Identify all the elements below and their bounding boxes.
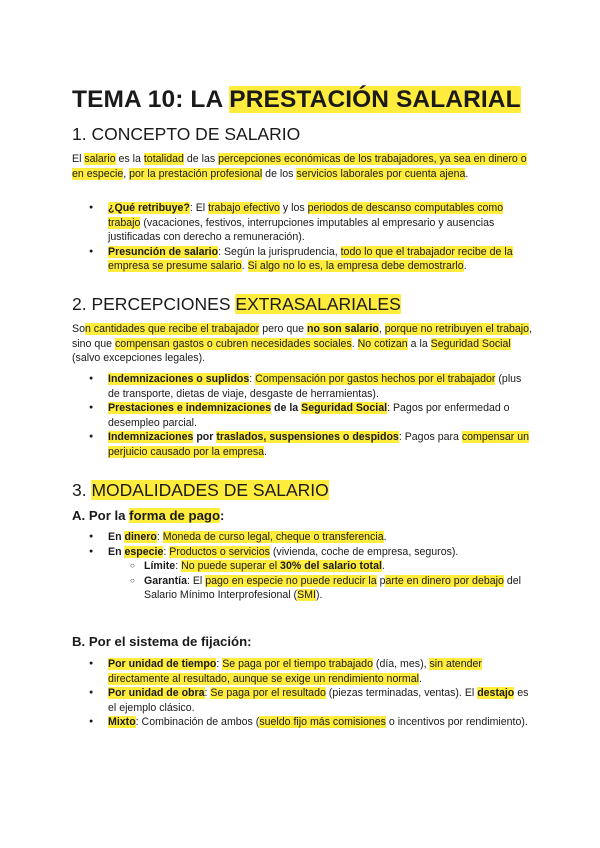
text: 2. PERCEPCIONES [72,294,236,314]
list-item [72,245,532,274]
text: So [72,323,85,335]
item-label: dinero [124,531,157,543]
text: : [204,687,211,700]
highlight: EXTRASALARIALES [235,294,401,314]
item-label: Límite [144,560,176,573]
section-1-heading: 1. CONCEPTO DE SALARIO [72,124,301,144]
text: (salvo excepciones legales). [72,352,206,365]
page-title [72,86,521,114]
text: : [175,560,182,573]
text: (día, mes), [372,658,430,670]
highlight: Seguridad Social [430,337,511,350]
highlight: sueldo fijo más comisiones [259,716,386,729]
list-item [72,530,532,545]
highlight: 30% del salario total [280,560,382,573]
item-label: Indemnizaciones [108,431,194,444]
highlight: forma de pago [129,508,221,523]
text: de las [183,153,219,165]
list-item [72,372,532,401]
subsection-a-list [72,530,532,603]
highlight: Se paga por el tiempo trabajado [222,658,373,670]
section-2-list [72,372,532,460]
text: . [418,672,422,685]
text: (plus de transporte, dietas de viaje, desgaste de herramientas). [108,373,522,400]
highlight: arte en dinero por debajo [385,574,504,587]
item-label: Por unidad de tiempo [108,658,217,670]
item-label: En [108,545,125,558]
highlight: pago en especie no puede reducir la [205,574,377,587]
item-label: En [108,531,125,543]
item-label: de la [271,402,302,415]
highlight: n cantidades que recibe el trabajador [84,323,260,335]
text: . [264,445,268,458]
highlight: Si algo no lo es, la empresa debe demostrarlo [247,260,464,273]
text: : [156,531,163,543]
highlight: percepciones económicas de los trabajadores, ya sea en dinero o en especie [72,153,527,180]
highlight: por la prestación profesional [129,167,263,180]
text: a la [407,337,431,350]
text: , sino que [72,323,532,350]
highlight: trabajo efectivo [208,202,280,214]
highlight: periodos de descanso computables como trabajo [108,202,504,229]
list-item [72,401,532,430]
text: pero que [259,323,308,335]
sub-list [108,559,532,603]
highlight: servicios laborales por cuenta ajena [296,167,466,180]
list-item [72,657,532,686]
item-label: Mixto [108,716,136,729]
text: , [123,167,130,180]
sub-list-item [108,559,532,574]
text: es la [115,153,144,165]
list-item [72,715,532,730]
item-label: Garantía [144,574,187,587]
section-3-heading [72,480,329,501]
text: : Pagos por enfermedad o desempleo parcial. [108,402,510,429]
highlight: MODALIDADES DE SALARIO [91,480,329,500]
item-label: traslados, suspensiones o despidos [216,431,399,444]
text: y los [279,202,308,214]
text: A. Por la [72,508,130,523]
text: . [465,167,469,180]
sub-list-item [108,574,532,603]
highlight: destajo [477,687,515,700]
highlight: No puede superar el [181,560,281,573]
title-prefix: TEMA 10: LA [72,86,230,113]
text: : Pagos para [398,431,462,444]
text: . [463,260,467,273]
highlight: totalidad [143,153,184,165]
text: : [249,373,256,385]
highlight: No cotizan [357,337,408,350]
item-label: ¿Qué retribuye? [108,202,190,214]
highlight: SMI [297,589,316,602]
subsection-b-list [72,657,532,730]
section-2-intro [72,322,534,366]
highlight: todo lo que el trabajador recibe de la empresa se presume salario [108,245,513,273]
section-1-intro [72,152,534,181]
text: o incentivos por rendimiento). [385,716,528,729]
text: del Salario Mínimo Interprofesional ( [144,574,521,602]
title-highlight: PRESTACIÓN SALARIAL [229,86,521,113]
text: . [241,260,248,273]
highlight: salario [84,153,116,165]
text: ). [315,589,323,602]
text: El [72,153,85,165]
text: de los [262,167,297,180]
item-label: Por unidad de obra [108,687,205,700]
text: , [378,323,385,335]
text: 3. [72,480,92,500]
subsection-b-heading: B. Por el sistema de fijación: [72,634,252,649]
highlight: Se paga por el resultado [210,687,326,700]
highlight: compensan gastos o cubren necesidades sociales [115,337,352,350]
item-label: Presunción de salario [108,245,219,258]
highlight: Moneda de curso legal, cheque o transferencia [162,531,384,543]
list-item [72,430,532,459]
item-label: especie [124,545,164,558]
highlight: no son salario [307,323,379,335]
list-item [72,545,532,603]
text: : Según la jurisprudencia, [218,245,341,258]
text: (vacaciones, festivos, interrupciones imputables al empresario y ausencias justificadas con derecho a remuneración). [108,216,495,244]
item-label: por [193,431,217,444]
text: : El [189,202,209,214]
text: : Combinación de ambos ( [135,716,260,729]
item-label: Indemnizaciones o suplidos [108,373,250,385]
highlight: Compensación por gastos hechos por el trabajador [255,373,496,385]
text: . [381,560,385,573]
highlight: porque no retribuyen el trabajo [384,323,530,335]
subsection-a-heading [72,508,224,523]
text: . [383,531,387,543]
text: : [216,658,223,670]
text: : El [186,574,206,587]
text: : [220,508,225,523]
text: p [376,574,386,587]
highlight: sin atender directamente al resultado, aunque se exige un rendimiento normal [108,658,482,685]
text: (vivienda, coche de empresa, seguros). [269,545,459,558]
highlight: compensar un perjuicio causado por la empresa [108,431,529,458]
text: es el ejemplo clásico. [108,687,529,714]
item-label: Prestaciones e indemnizaciones [108,402,272,415]
item-label: Seguridad Social [301,402,388,415]
text: . [351,337,358,350]
text: (piezas terminadas, ventas). El [325,687,478,700]
text: : [163,545,170,558]
section-1-list [72,201,532,274]
section-2-heading [72,294,401,315]
list-item [72,686,532,715]
list-item [72,201,532,245]
highlight: Productos o servicios [169,545,270,558]
